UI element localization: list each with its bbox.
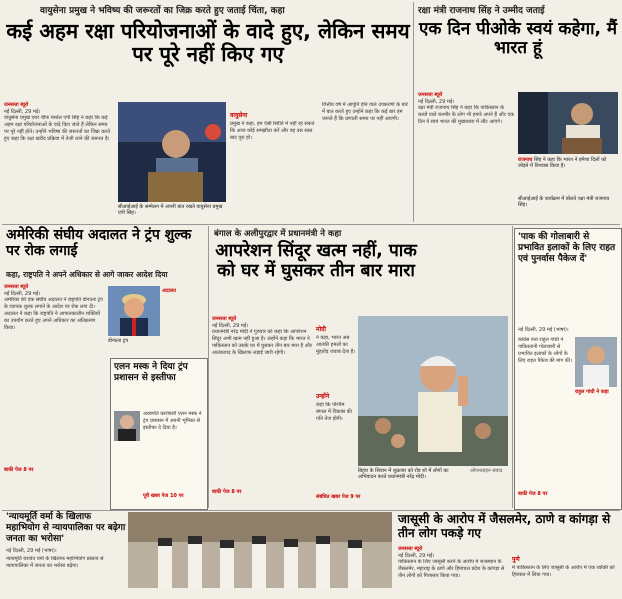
lead-photo-caption: सीआईआई के सम्मेलन में अपनी बात रखते वायुसेना प्रमुख एपी सिंह।	[118, 204, 223, 216]
parade-photo	[128, 512, 392, 588]
pak-box-headline: 'पाक की गोलाबारी से प्रभावित इलाकों के लिए राहत एवं पुनर्वास पैकेज दें'	[518, 232, 616, 264]
air-chief-photo	[118, 102, 226, 202]
modi-headline: आपरेशन सिंदूर खत्म नहीं, पाक को घर में घुसकर तीन बार मारा	[215, 241, 417, 281]
pak-box	[514, 228, 622, 510]
modi-byline: जनसत्ता ब्यूरो	[212, 316, 237, 322]
lead-col3-body: वित्तीय वर्ष में आपूर्ति होने वाले उपकरणों के बारे में बात करते हुए उन्होंने कहा कि कई बार हम जानते हैं कि प्रणाली समय पर नहीं आएगी।	[322, 102, 408, 122]
right-lead-col2-kicker: राजनाथ	[518, 157, 533, 163]
lead-story-col2	[230, 102, 320, 231]
bengal-kicker: बंगाल के अलीपुरद्वार में प्रधानमंत्री ने कहा	[214, 229, 342, 239]
spy-dateline: नई दिल्ली, 29 मई।	[398, 553, 435, 559]
musk-portrait	[114, 411, 140, 441]
us-court-dateline: नई दिल्ली, 29 मई।	[4, 291, 41, 297]
us-court-continued: बाकी पेज 8 पर	[4, 467, 34, 473]
lead-col2-body: प्रमुख ने कहा, हम ऐसी स्थिति में नहीं रह सकते कि आज कोई समझौता करें और वह दस साल बाद पूरा हो।	[230, 121, 315, 141]
modi-roadshow-photo	[358, 316, 508, 466]
rajnath-photo	[518, 92, 618, 154]
navneet-body: न्यायमूर्ति यशवंत वर्मा के खिलाफ महाभियोग प्रस्ताव से न्यायपालिका में जनता का भरोसा बढ़ेगा।	[6, 556, 104, 569]
right-lead-col2	[518, 157, 618, 169]
pak-box-dateline: नई दिल्ली, 29 मई (भाषा)।	[518, 327, 569, 333]
right-lead-headline: एक दिन पीओके स्वयं कहेगा, मैं भारत हूं	[418, 19, 618, 59]
modi-continued2: संबंधित खबर पेज 9 पर	[316, 494, 361, 500]
pak-box-body: कांग्रेस नेता राहुल गांधी ने पाकिस्तानी गोलाबारी से प्रभावित इलाकों के लोगों के लिए राहत पैकेज की मांग की।	[518, 337, 572, 364]
spy-col2-body: में पाकिस्तान के लिए जासूसी के आरोप में एक व्यक्ति को हिरासत में लिया गया।	[512, 565, 615, 578]
us-court-byline: जनसत्ता ब्यूरो	[4, 284, 29, 290]
lead-headline: कई अहम रक्षा परियोजनाओं के वादे हुए, लेकिन समय पर पूरे नहीं किए गए	[6, 19, 410, 66]
lead-kicker: वायुसेना प्रमुख ने भविष्य की जरूरतों का जिक्र करते हुए जताई चिंता, कहा	[40, 6, 285, 16]
spy-byline: जनसत्ता ब्यूरो	[398, 546, 423, 552]
modi-photo	[358, 316, 508, 466]
parade-ceremony-photo	[128, 512, 392, 588]
navneet-headline: 'न्यायमूर्ति वर्मा के खिलाफ महाभियोग से न्यायपालिका पर बढ़ेगा जनता का भरोसा'	[6, 512, 126, 544]
navneet-dateline: नई दिल्ली, 29 मई (भाषा)।	[6, 548, 57, 554]
trump-kicker: अदालत	[162, 288, 177, 294]
spy-col2-kicker: पुणे	[512, 556, 520, 563]
modi-col1	[212, 316, 312, 495]
right-lead-kicker: रक्षा मंत्री राजनाथ सिंह ने उम्मीद जताई	[418, 6, 545, 16]
rahul-photo	[575, 337, 617, 387]
modi-dateline: नई दिल्ली, 29 मई।	[212, 323, 249, 329]
lead-story-col1	[4, 102, 112, 225]
lead-body: वायुसेना प्रमुख एयर चीफ मार्शल एपी सिंह ने कहा कि कई अहम रक्षा परियोजनाओं के वादे किए जाते हैं लेकिन समय पर पूरे नहीं होते। उन्होंने भविष्य की जरूरतों का जिक्र करते हुए कहा कि रक्षा खरीद प्रक्रिया में तेजी लाने की जरूरत है।	[4, 115, 110, 142]
spy-col2	[512, 546, 618, 599]
modi-col2-body: ने कहा, भारत अब आतंकी हमलों का मुंहतोड़ जवाब देता है।	[316, 335, 356, 355]
spy-col1	[398, 546, 508, 587]
lead-byline: जनसत्ता ब्यूरो	[4, 102, 29, 108]
musk-continued: पूरी खबर पेज 10 पर	[143, 493, 184, 499]
right-lead-dateline: नई दिल्ली, 29 मई।	[418, 99, 455, 105]
spy-headline: जासूसी के आरोप में जैसलमेर, ठाणे व कांगड़ा से तीन लोग पकड़े गए	[398, 512, 611, 540]
lead-photo	[118, 102, 226, 202]
right-lead-col1	[418, 92, 514, 235]
rahul-portrait	[575, 337, 617, 387]
trump-portrait	[108, 286, 160, 336]
lead-story-col3	[322, 102, 410, 220]
modi-col2	[316, 316, 356, 450]
modi-col2-kicker: मोदी	[316, 326, 326, 333]
musk-box	[110, 358, 208, 510]
modi-body: प्रधानमंत्री नरेंद्र मोदी ने गुरुवार को कहा कि आपरेशन सिंदूर अभी खत्म नहीं हुआ है। उन्होंने कहा कि भारत ने पाकिस्तान को उसके घर में घुसकर तीन बार मारा है और आतंकवाद के खिलाफ लड़ाई जारी रहेगी।	[212, 329, 312, 356]
musk-photo	[114, 411, 140, 441]
pak-box-continued: बाकी पेज 8 पर	[518, 491, 548, 497]
us-court-headline: अमेरिकी संघीय अदालत ने ट्रंप शुल्क पर रोक लगाई	[6, 227, 192, 259]
pak-box-kicker: राहुल गांधी ने कहा	[575, 389, 609, 395]
right-lead-photo	[518, 92, 618, 154]
modi-caption-credit: ओपनलाइन संवाद	[470, 468, 503, 474]
trump-caption: डोनाल्ड ट्रंप	[108, 338, 129, 344]
trump-photo	[108, 286, 160, 336]
modi-continued: बाकी पेज 8 पर	[212, 489, 242, 495]
musk-body: अरबपति कारोबारी एलन मस्क ने ट्रंप प्रशासन में अपनी भूमिका से इस्तीफा दे दिया है।	[143, 411, 202, 431]
us-court-body: अमेरिका की एक संघीय अदालत ने राष्ट्रपति डोनाल्ड ट्रंप के व्यापक शुल्क लगाने के आदेश पर रोक लगा दी। अदालत ने कहा कि राष्ट्रपति ने आपातकालीन शक्तियों का उपयोग करते हुए अपने अधिकार का अतिक्रमण किया।	[4, 297, 103, 331]
right-lead-body: रक्षा मंत्री राजनाथ सिंह ने कहा कि पाकिस्तान के कब्जे वाले कश्मीर के लोग भी हमारे अपने हैं और एक दिन वे स्वयं भारत की मुख्यधारा में लौट आएंगे।	[418, 105, 514, 125]
musk-headline: एलन मस्क ने दिया ट्रंप प्रशासन से इस्तीफा	[114, 362, 188, 383]
modi-col2-kicker2: उन्होंने	[316, 393, 330, 400]
modi-caption: बिहार के सिवान में शुक्रवार को रोड शो में लोगों का अभिवादन करते प्रधानमंत्री नरेंद्र मोदी।	[358, 468, 449, 480]
us-court-subhead: कहा, राष्ट्रपति ने अपने अधिकार से आगे जाकर आदेश दिया	[6, 270, 168, 279]
right-lead-caption: सीआईआई के कार्यक्रम में बोलते रक्षा मंत्री राजनाथ सिंह।	[518, 196, 610, 208]
lead-dateline: नई दिल्ली, 29 मई।	[4, 109, 41, 115]
right-lead-byline: जनसत्ता ब्यूरो	[418, 92, 443, 98]
right-lead-col2-body: सिंह ने कहा कि भारत ने हमेशा दिलों को जोड़ने में विश्वास किया है।	[518, 157, 607, 169]
lead-col2-kicker: वायुसेना	[230, 112, 248, 119]
trump-kicker-block	[162, 288, 206, 294]
modi-col2-body2: कहा कि पश्चिम बंगाल में विकास की गति तेज होगी।	[316, 402, 352, 422]
spy-body: पाकिस्तान के लिए जासूसी करने के आरोप में राजस्थान के जैसलमेर, महाराष्ट्र के ठाणे और हिमाचल प्रदेश के कांगड़ा से तीन लोगों को गिरफ्तार किया गया।	[398, 559, 505, 579]
us-court-col1	[4, 284, 104, 473]
